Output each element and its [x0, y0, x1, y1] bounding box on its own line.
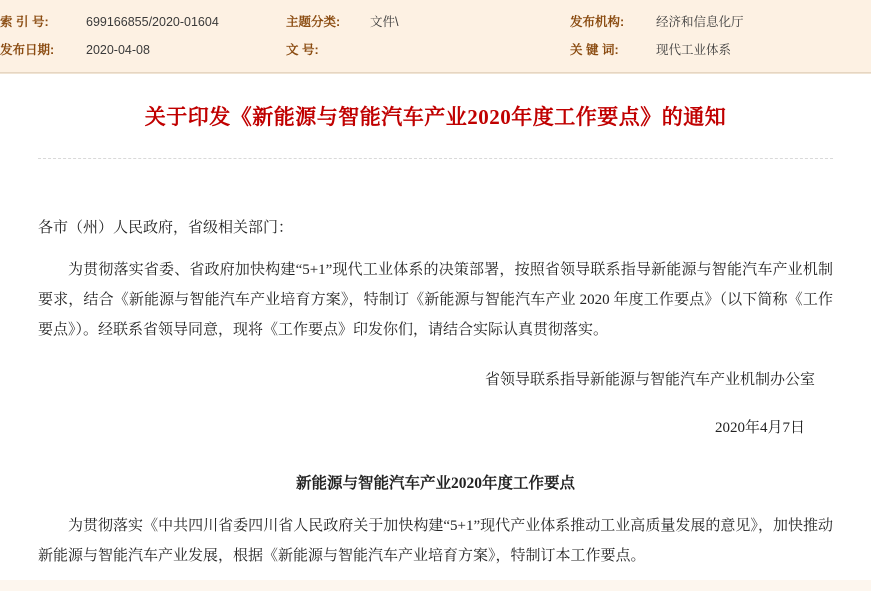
meta-label-index: 索 引 号:	[0, 15, 49, 29]
document-content	[0, 215, 871, 571]
meta-label-category: 主题分类:	[286, 15, 341, 29]
meta-value-keywords: 现代工业体系	[656, 43, 732, 57]
title-divider	[38, 158, 833, 159]
salutation: 各市（州）人民政府，省级相关部门：	[38, 220, 294, 236]
meta-label-agency: 发布机构:	[570, 15, 625, 29]
signature-line: 省领导联系指导新能源与智能汽车产业机制办公室	[484, 372, 815, 388]
meta-row	[0, 36, 871, 64]
document-body	[0, 73, 871, 580]
meta-label-keywords: 关 键 词:	[570, 43, 619, 57]
meta-table	[0, 8, 871, 64]
meta-value-doc-number	[370, 36, 570, 64]
document-subtitle: 新能源与智能汽车产业2020年度工作要点	[295, 475, 575, 492]
meta-value-index: 699166855/2020-01604	[86, 15, 219, 29]
document-title: 关于印发《新能源与智能汽车产业2020年度工作要点》的通知	[144, 105, 727, 129]
date-line: 2020年4月7日	[714, 420, 805, 436]
paragraph-1: 为贯彻落实省委、省政府加快构建“5+1”现代工业体系的决策部署，按照省领导联系指导新能源与智能汽车产业机制要求，结合《新能源与智能汽车产业培育方案》，特制订《新能源与智能汽车产业 2020 年度工作要点》（以下简称《工作要点》）。经联系省领导同意，现将《工作要点》印发你们，请结合实际认真贯彻落实。	[38, 262, 833, 338]
meta-label-doc-number: 文 号:	[286, 43, 319, 57]
paragraph-2: 为贯彻落实《中共四川省委四川省人民政府关于加快构建“5+1”现代产业体系推动工业高质量发展的意见》，加快推动新能源与智能汽车产业发展，根据《新能源与智能汽车产业培育方案》，特制订本工作要点。	[38, 518, 833, 564]
meta-row	[0, 8, 871, 36]
meta-value-agency: 经济和信息化厅	[656, 15, 744, 29]
document-meta-header	[0, 0, 871, 73]
meta-label-publish-date: 发布日期:	[0, 43, 55, 57]
meta-value-category: 文件\	[370, 15, 399, 29]
meta-value-publish-date: 2020-04-08	[86, 43, 150, 57]
